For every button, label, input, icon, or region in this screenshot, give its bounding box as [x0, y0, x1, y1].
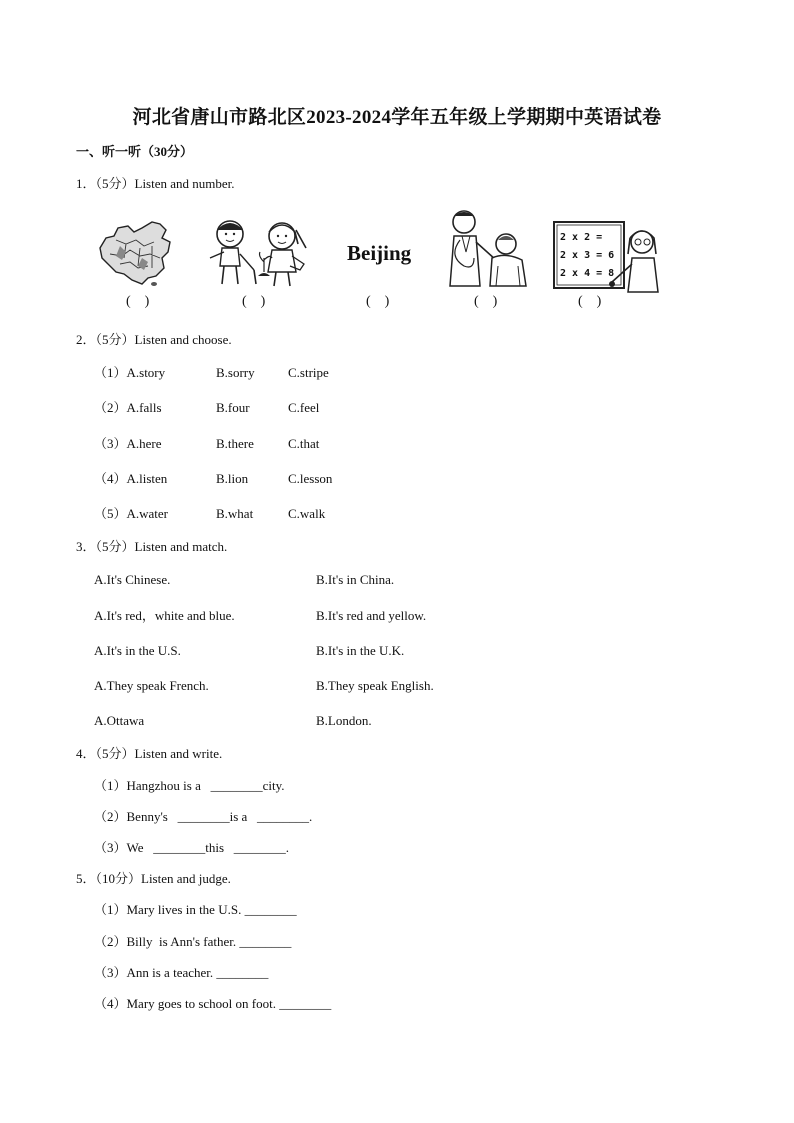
board-line-1: 2 x 2 = [560, 232, 603, 243]
q2-row-1-option-a: （1）A.story [94, 365, 166, 380]
q2-row-3-option-c: C.that [288, 436, 320, 451]
q1-blank-5[interactable]: ( ) [578, 294, 602, 309]
q3-row-4-option-a: A.They speak French. [94, 678, 209, 693]
board-line-3: 2 x 4 = 8 [560, 268, 615, 279]
question-2-stem: 2．（5分）Listen and choose. [76, 332, 232, 347]
q3-row-3-option-b: B.It's in the U.K. [316, 643, 405, 658]
q1-blank-1[interactable]: ( ) [126, 294, 150, 309]
q3-row-1-option-a: A.It's Chinese. [94, 572, 171, 587]
doctor-with-patient-picture [440, 206, 532, 292]
q2-row-4-option-c: C.lesson [288, 471, 333, 486]
q5-item-4: （4）Mary goes to school on foot. ________ [94, 996, 332, 1011]
question-4-stem: 4．（5分）Listen and write. [76, 746, 223, 761]
q3-row-1-option-b: B.It's in China. [316, 572, 395, 587]
q2-row-1-option-b: B.sorry [216, 365, 255, 380]
q3-row-2-option-b: B.It's red and yellow. [316, 608, 427, 623]
board-line-2: 2 x 3 = 6 [560, 250, 615, 261]
section-heading-listening: 一、听一听（30分） [76, 144, 194, 159]
q2-row-2-option-c: C.feel [288, 400, 320, 415]
q2-row-5-option-b: B.what [216, 506, 254, 521]
china-map-picture [96, 218, 178, 290]
q2-row-3-option-a: （3）A.here [94, 436, 162, 451]
q1-blank-2[interactable]: ( ) [242, 294, 266, 309]
q2-row-3-option-b: B.there [216, 436, 254, 451]
q3-row-3-option-a: A.It's in the U.S. [94, 643, 181, 658]
q3-row-5-option-a: A.Ottawa [94, 713, 145, 728]
q5-item-2: （2）Billy is Ann's father. ________ [94, 934, 292, 949]
q2-row-4-option-a: （4）A.listen [94, 471, 168, 486]
beijing-word-picture: Beijing [347, 241, 412, 265]
q1-blank-4[interactable]: ( ) [474, 294, 498, 309]
question-3-stem: 3．（5分）Listen and match. [76, 539, 228, 554]
question-1-stem: 1．（5分）Listen and number. [76, 176, 235, 191]
q4-item-2: （2）Benny's ________is a ________. [94, 809, 313, 824]
q1-blank-3[interactable]: ( ) [366, 294, 390, 309]
q2-row-4-option-b: B.lion [216, 471, 249, 486]
q4-item-1: （1）Hangzhou is a ________city. [94, 778, 285, 793]
q3-row-5-option-b: B.London. [316, 713, 372, 728]
q3-row-4-option-b: B.They speak English. [316, 678, 434, 693]
q5-item-3: （3）Ann is a teacher. ________ [94, 965, 269, 980]
q2-row-5-option-c: C.walk [288, 506, 326, 521]
q4-item-3: （3）We ________this ________. [94, 840, 290, 855]
q3-row-2-option-a: A.It's red，white and blue. [94, 608, 235, 623]
question-5-stem: 5．（10分）Listen and judge. [76, 871, 231, 886]
q2-row-1-option-c: C.stripe [288, 365, 329, 380]
q2-row-2-option-a: （2）A.falls [94, 400, 162, 415]
page-title: 河北省唐山市路北区2023-2024学年五年级上学期期中英语试卷 [132, 107, 662, 128]
q2-row-5-option-a: （5）A.water [94, 506, 169, 521]
q2-row-2-option-b: B.four [216, 400, 250, 415]
teacher-multiplication-board-picture [552, 208, 664, 294]
children-planting-tree-picture [200, 214, 312, 292]
q5-item-1: （1）Mary lives in the U.S. ________ [94, 902, 297, 917]
